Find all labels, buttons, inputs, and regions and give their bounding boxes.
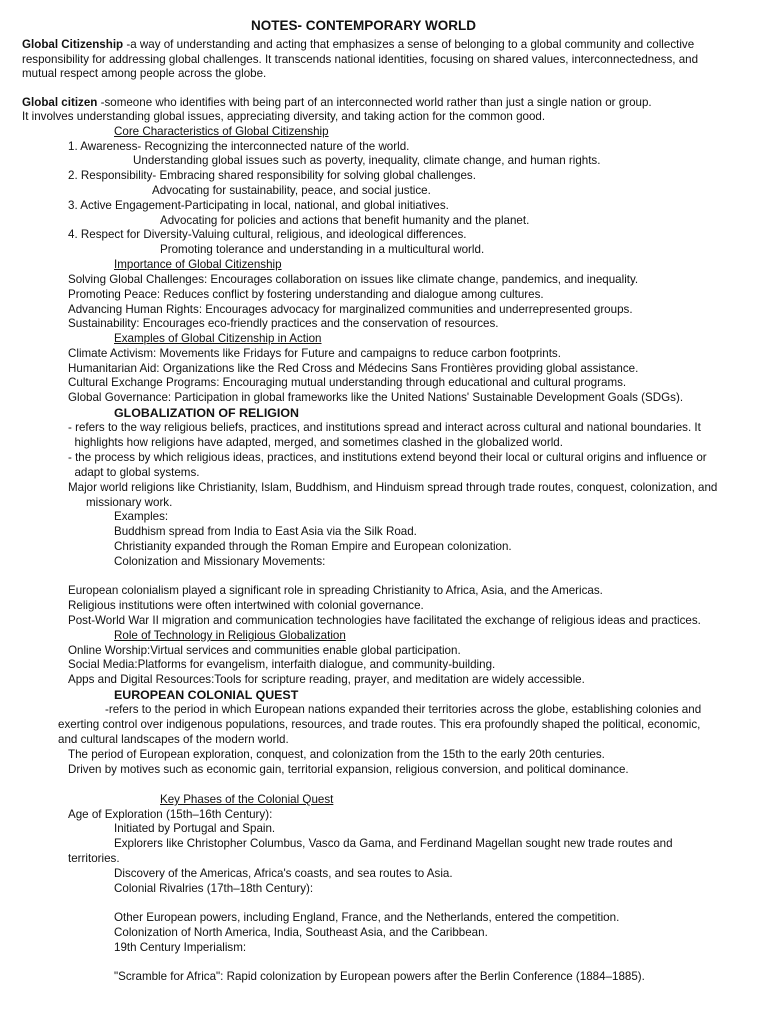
example-item: Humanitarian Aid: Organizations like the Red Cross and Médecins Sans Frontières providing global assistance. — [68, 362, 639, 375]
definition-text: -a way of understanding and acting that emphasizes a sense of belonging to a global community and collective — [123, 38, 695, 51]
religion-example-item: Buddhism spread from India to East Asia via the Silk Road. — [114, 525, 417, 538]
core-item-diversity: 4. Respect for Diversity-Valuing cultural, religious, and ideological differences. — [68, 228, 467, 241]
core-item-awareness: 1. Awareness- Recognizing the interconnected nature of the world. — [68, 140, 410, 153]
colonial-religion-line: Post-World War II migration and communication technologies have facilitated the exchange of religious ideas and practices. — [68, 614, 701, 627]
global-citizen-def-line-1 — [22, 96, 652, 110]
importance-item: Advancing Human Rights: Encourages advocacy for marginalized communities and underrepresented groups. — [68, 303, 633, 316]
global-citizenship-def-line-3: mutual respect among people across the globe. — [22, 67, 267, 80]
core-item-diversity-sub: Promoting tolerance and understanding in a multicultural world. — [160, 243, 485, 256]
colonial-line: -refers to the period in which European nations expanded their territories across the globe, establishing colonies and — [105, 703, 702, 716]
religion-example-item: Christianity expanded through the Roman Empire and European colonization. — [114, 540, 512, 553]
religion-line: - refers to the way religious beliefs, practices, and institutions spread and interact across cultural and national boundaries. It — [68, 421, 701, 434]
phase-line: Other European powers, including England, France, and the Netherlands, entered the competition. — [114, 911, 620, 924]
core-item-responsibility: 2. Responsibility- Embracing shared responsibility for solving global challenges. — [68, 169, 476, 182]
example-item: Climate Activism: Movements like Fridays for Future and campaigns to reduce carbon footprints. — [68, 347, 561, 360]
definition-text: -someone who identifies with being part of an interconnected world rather than just a single nation or group. — [97, 96, 652, 109]
phase-line: Initiated by Portugal and Spain. — [114, 822, 276, 835]
religion-examples-label: Examples: — [114, 510, 169, 523]
phase-line: Colonial Rivalries (17th–18th Century): — [114, 882, 314, 895]
religion-example-item: Colonization and Missionary Movements: — [114, 555, 326, 568]
religion-line: adapt to global systems. — [68, 466, 200, 479]
core-item-responsibility-sub: Advocating for sustainability, peace, and social justice. — [152, 184, 431, 197]
religion-line: missionary work. — [86, 496, 173, 509]
page-title: NOTES- CONTEMPORARY WORLD — [251, 18, 476, 33]
global-citizen-term: Global citizen — [22, 96, 98, 109]
importance-item: Sustainability: Encourages eco-friendly practices and the conservation of resources. — [68, 317, 499, 330]
importance-item: Promoting Peace: Reduces conflict by fostering understanding and dialogue among cultures. — [68, 288, 544, 301]
phase-line: territories. — [68, 852, 120, 865]
colonial-religion-line: European colonialism played a significant role in spreading Christianity to Africa, Asia, and the Americas. — [68, 584, 603, 597]
religion-line: highlights how religions have adapted, merged, and sometimes clashed in the globalized world. — [68, 436, 563, 449]
global-citizenship-term: Global Citizenship — [22, 38, 124, 51]
colonial-line: The period of European exploration, conquest, and colonization from the 15th to the early 20th centuries. — [68, 748, 605, 761]
global-citizenship-def-line-1 — [22, 38, 694, 52]
phase-line: "Scramble for Africa": Rapid colonization by European powers after the Berlin Conference (1884–1885). — [114, 970, 645, 983]
core-item-engagement: 3. Active Engagement-Participating in local, national, and global initiatives. — [68, 199, 449, 212]
key-phases-heading: Key Phases of the Colonial Quest — [160, 793, 334, 806]
technology-item: Apps and Digital Resources:Tools for scripture reading, prayer, and meditation are widely accessible. — [68, 673, 585, 686]
core-characteristics-heading: Core Characteristics of Global Citizenship — [114, 125, 329, 138]
religion-heading: GLOBALIZATION OF RELIGION — [114, 406, 299, 420]
phase-line: 19th Century Imperialism: — [114, 941, 247, 954]
colonial-religion-line: Religious institutions were often intertwined with colonial governance. — [68, 599, 424, 612]
phase-line: Discovery of the Americas, Africa's coasts, and sea routes to Asia. — [114, 867, 453, 880]
global-citizen-def-line-2: It involves understanding global issues, appreciating diversity, and taking action for the common good. — [22, 110, 546, 123]
technology-item: Online Worship:Virtual services and communities enable global participation. — [68, 644, 461, 657]
phase-line: Colonization of North America, India, Southeast Asia, and the Caribbean. — [114, 926, 488, 939]
religion-line: - the process by which religious ideas, practices, and institutions extend beyond their local or cultural origins and influence or — [68, 451, 707, 464]
technology-heading: Role of Technology in Religious Globalization — [114, 629, 346, 642]
technology-item: Social Media:Platforms for evangelism, interfaith dialogue, and community-building. — [68, 658, 496, 671]
colonial-line: Driven by motives such as economic gain, territorial expansion, religious conversion, and political dominance. — [68, 763, 629, 776]
core-item-engagement-sub: Advocating for policies and actions that benefit humanity and the planet. — [160, 214, 530, 227]
example-item: Global Governance: Participation in global frameworks like the United Nations' Sustainable Development Goals (SDGs). — [68, 391, 684, 404]
importance-heading: Importance of Global Citizenship — [114, 258, 282, 271]
religion-line: Major world religions like Christianity, Islam, Buddhism, and Hinduism spread through trade routes, conquest, colonization, and — [68, 481, 718, 494]
phase-line: Age of Exploration (15th–16th Century): — [68, 808, 273, 821]
example-item: Cultural Exchange Programs: Encouraging mutual understanding through educational and cultural programs. — [68, 376, 627, 389]
phase-line: Explorers like Christopher Columbus, Vasco da Gama, and Ferdinand Magellan sought new trade routes and — [114, 837, 673, 850]
colonial-line: and cultural landscapes of the modern world. — [58, 733, 289, 746]
core-item-awareness-sub: Understanding global issues such as poverty, inequality, climate change, and human rights. — [133, 154, 601, 167]
examples-heading: Examples of Global Citizenship in Action — [114, 332, 322, 345]
colonial-line: exerting control over indigenous populations, resources, and trade routes. This era profoundly shaped the political, economic, — [58, 718, 701, 731]
global-citizenship-def-line-2: responsibility for addressing global challenges. It transcends national identities, focusing on shared values, interconnectedness, and — [22, 53, 699, 66]
importance-item: Solving Global Challenges: Encourages collaboration on issues like climate change, pandemics, and inequality. — [68, 273, 639, 286]
colonial-heading: EUROPEAN COLONIAL QUEST — [114, 688, 299, 702]
